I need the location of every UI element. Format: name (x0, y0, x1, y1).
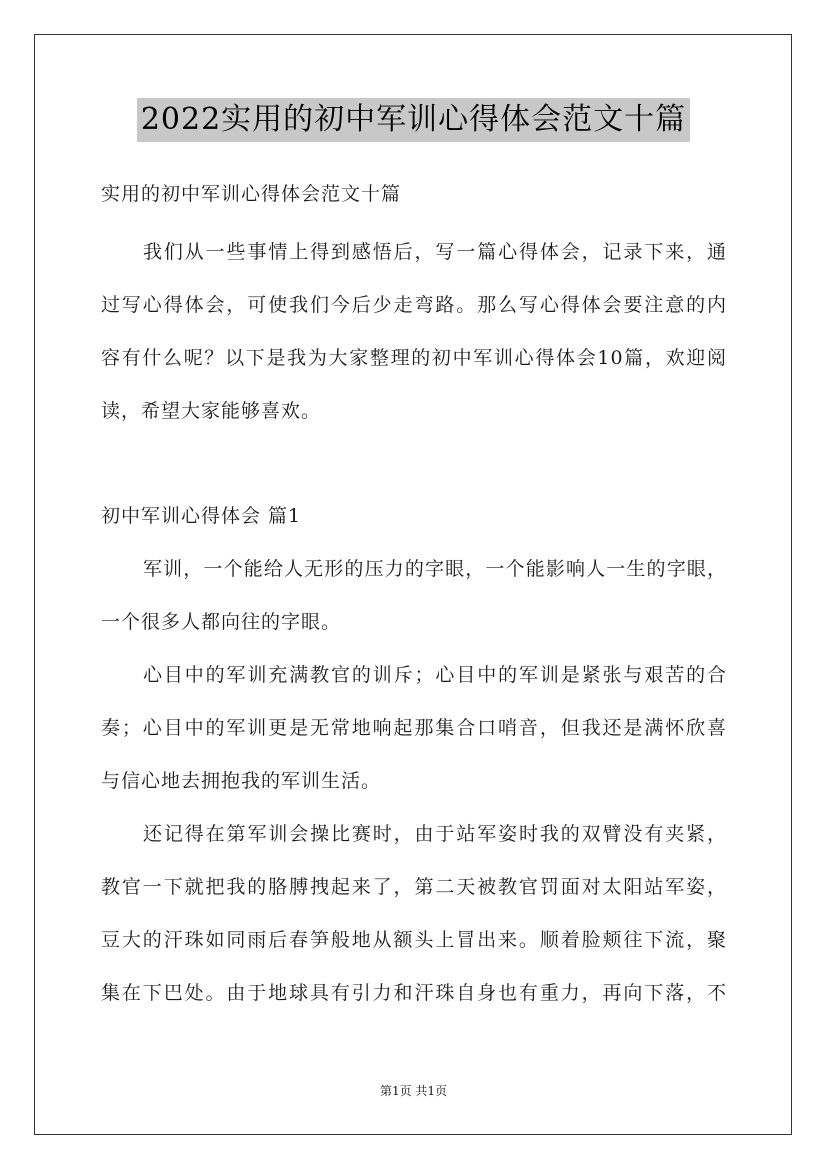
paragraph-line: 过写心得体会，可使我们今后少走弯路。那么写心得体会要注意的内 (101, 294, 727, 316)
paragraph-line: 教官一下就把我的胳膊拽起来了，第二天被教官罚面对太阳站军姿， (101, 876, 727, 898)
body-paragraph-1 (101, 543, 727, 649)
paragraph-line: 与信心地去拥抱我的军训生活。 (101, 770, 382, 792)
paragraph-line: 一个很多人都向往的字眼。 (101, 611, 342, 633)
document-subtitle: 实用的初中军训心得体会范文十篇 (101, 183, 402, 205)
paragraph-line: 我们从一些事情上得到感悟后，写一篇心得体会，记录下来，通 (143, 241, 727, 263)
paragraph-line: 心目中的军训充满教官的训斥；心目中的军训是紧张与艰苦的合 (143, 664, 727, 686)
document-title: 2022实用的初中军训心得体会范文十篇 (137, 98, 690, 142)
body-paragraph-3 (101, 808, 727, 1020)
page-number: 第1页 共1页 (379, 1084, 448, 1098)
paragraph-line: 集在下巴处。由于地球具有引力和汗珠自身也有重力，再向下落，不 (101, 982, 727, 1004)
paragraph-line: 奏；心目中的军训更是无常地响起那集合口哨音，但我还是满怀欣喜 (101, 717, 727, 739)
intro-paragraph (101, 226, 727, 438)
paragraph-line: 容有什么呢？以下是我为大家整理的初中军训心得体会10篇，欢迎阅 (101, 347, 727, 369)
paragraph-line: 豆大的汗珠如同雨后春笋般地从额头上冒出来。顺着脸颊往下流，聚 (101, 929, 727, 951)
paragraph-line: 军训，一个能给人无形的压力的字眼，一个能影响人一生的字眼， (143, 558, 727, 580)
page-footer (0, 1082, 827, 1099)
body-paragraph-2 (101, 649, 727, 808)
document-body (101, 174, 727, 1020)
section-heading: 初中军训心得体会 篇1 (101, 505, 302, 527)
paragraph-gap (101, 438, 727, 490)
paragraph-line: 还记得在第军训会操比赛时，由于站军姿时我的双臂没有夹紧， (143, 823, 727, 845)
title-container (0, 98, 827, 142)
paragraph-line: 读，希望大家能够喜欢。 (101, 400, 322, 422)
